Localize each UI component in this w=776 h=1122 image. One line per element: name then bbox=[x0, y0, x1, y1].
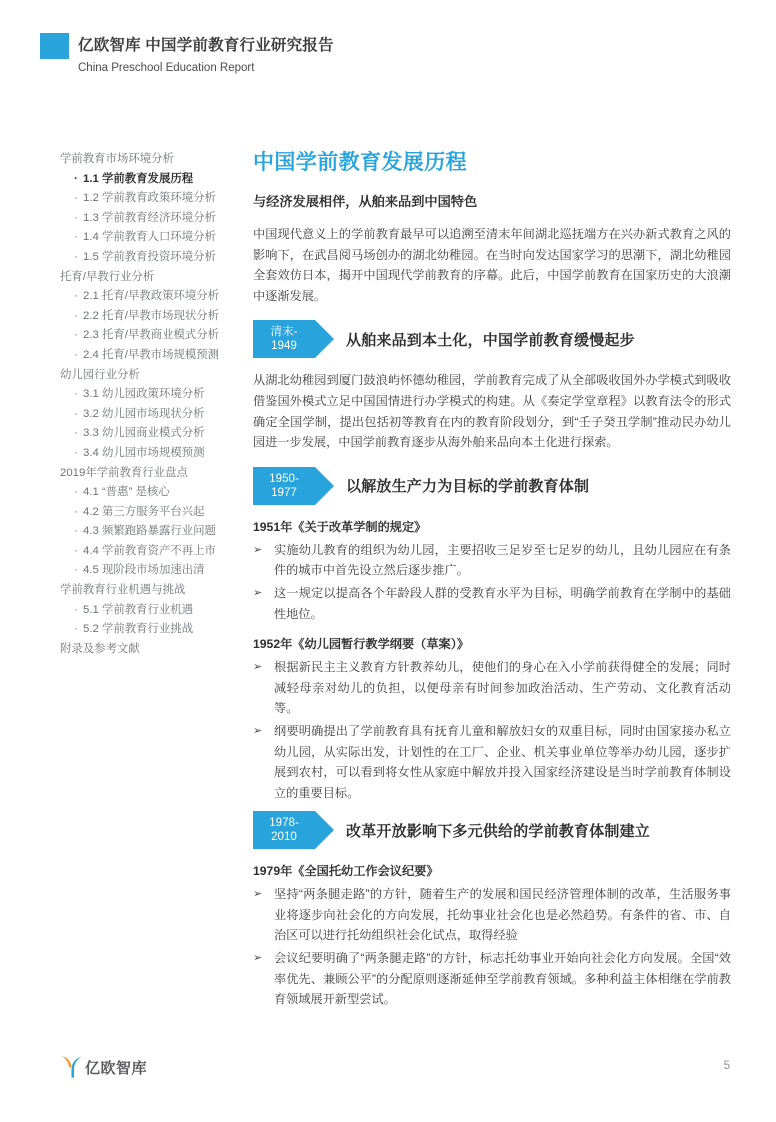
toc-group-title[interactable]: 附录及参考文献 bbox=[60, 642, 140, 655]
page-number: 5 bbox=[723, 1060, 730, 1072]
toc-item[interactable] bbox=[60, 228, 242, 248]
toc-item-label: 1.1 学前教育发展历程 bbox=[83, 172, 194, 185]
toc-item-label: 3.3 幼儿园商业模式分析 bbox=[83, 427, 205, 440]
timeline-period-line1: 1978- bbox=[269, 816, 299, 830]
toc-bullet-icon: · bbox=[74, 192, 78, 205]
toc-item-label: 2.2 托育/早教市场现状分析 bbox=[83, 309, 220, 322]
toc-bullet-icon: · bbox=[74, 623, 78, 636]
bullet-text: 这一规定以提高各个年龄段人群的受教育水平为目标，明确学前教育在学制中的基础性地位。 bbox=[274, 585, 731, 621]
toc-bullet-icon: · bbox=[74, 603, 78, 616]
bullet-text: 会议纪要明确了“两条腿走路”的方针，标志托幼事业开始向社会化方向发展。全国“效率优先、兼顾公平”的分配原则逐渐延伸至学前教育领域。多种利益主体相继在学前教育领域展开新型尝试。 bbox=[274, 951, 731, 1007]
toc-item-label: 4.2 第三方服务平台兴起 bbox=[83, 505, 205, 518]
subsection-heading: 1979年《全国托幼工作会议纪要》 bbox=[253, 864, 439, 879]
toc-item-label: 1.4 学前教育人口环境分析 bbox=[83, 231, 216, 244]
toc-bullet-icon: · bbox=[74, 172, 78, 185]
toc-item[interactable] bbox=[60, 385, 242, 405]
bullet-list bbox=[253, 657, 731, 803]
toc-item[interactable] bbox=[60, 522, 242, 542]
toc-item-label: 1.2 学前教育政策环境分析 bbox=[83, 192, 216, 205]
toc-bullet-icon: · bbox=[74, 505, 78, 518]
bullet-item bbox=[253, 583, 731, 624]
toc-bullet-icon: · bbox=[74, 544, 78, 557]
timeline-banner bbox=[253, 320, 731, 358]
header-title-cn: 亿欧智库 中国学前教育行业研究报告 bbox=[78, 37, 334, 54]
bullet-item bbox=[253, 540, 731, 581]
toc-item-label: 4.1 “普惠” 是核心 bbox=[83, 486, 170, 499]
timeline-period-chip bbox=[253, 467, 315, 505]
toc-item[interactable] bbox=[60, 346, 242, 366]
bullet-text: 根据新民主主义教育方针教养幼儿，使他们的身心在入小学前获得健全的发展；同时减轻母亲对幼儿的负担，以便母亲有时间参加政治活动、生产劳动、文化教育活动等。 bbox=[274, 660, 731, 716]
toc-item-label: 2.1 托育/早教政策环境分析 bbox=[83, 290, 220, 303]
page-footer bbox=[0, 1042, 776, 1122]
subsection-heading: 1952年《幼儿园暂行教学纲要（草案）》 bbox=[253, 637, 470, 652]
toc-item[interactable] bbox=[60, 248, 242, 268]
toc-item-active[interactable] bbox=[60, 170, 242, 190]
toc-item-label: 3.4 幼儿园市场规模预测 bbox=[83, 446, 205, 459]
timeline-arrow-icon bbox=[315, 467, 334, 505]
toc-bullet-icon: · bbox=[74, 348, 78, 361]
toc-bullet-icon: · bbox=[74, 329, 78, 342]
toc-item-label: 1.3 学前教育经济环境分析 bbox=[83, 211, 216, 224]
toc-item-label: 2.4 托育/早教市场规模预测 bbox=[83, 348, 220, 361]
toc-item-label: 3.1 幼儿园政策环境分析 bbox=[83, 388, 205, 401]
toc-item-label: 2.3 托育/早教商业模式分析 bbox=[83, 329, 220, 342]
toc-group-title[interactable]: 2019年学前教育行业盘点 bbox=[60, 466, 188, 479]
toc-bullet-icon: · bbox=[74, 525, 78, 538]
yiou-logo-icon bbox=[60, 1054, 84, 1080]
toc-item[interactable] bbox=[60, 326, 242, 346]
toc-item-label: 5.1 学前教育行业机遇 bbox=[83, 603, 194, 616]
timeline-period-chip bbox=[253, 320, 315, 358]
toc-item[interactable] bbox=[60, 483, 242, 503]
toc-item[interactable] bbox=[60, 209, 242, 229]
toc-bullet-icon: · bbox=[74, 486, 78, 499]
page-title: 中国学前教育发展历程 bbox=[253, 151, 467, 174]
timeline-arrow-icon bbox=[315, 320, 334, 358]
toc-item-label: 3.2 幼儿园市场现状分析 bbox=[83, 407, 205, 420]
toc-item[interactable] bbox=[60, 405, 242, 425]
bullet-item bbox=[253, 948, 731, 1010]
bullet-item bbox=[253, 884, 731, 946]
toc-group-title[interactable]: 学前教育行业机遇与挑战 bbox=[60, 584, 186, 597]
toc-item[interactable] bbox=[60, 620, 242, 640]
toc-item-label: 4.4 学前教育资产不再上市 bbox=[83, 544, 216, 557]
timeline-period-line1: 清末- bbox=[270, 325, 298, 339]
timeline-banner-label: 改革开放影响下多元供给的学前教育体制建立 bbox=[346, 822, 651, 840]
toc-item[interactable] bbox=[60, 424, 242, 444]
toc-bullet-icon: · bbox=[74, 290, 78, 303]
bullet-item bbox=[253, 721, 731, 803]
bullet-list bbox=[253, 884, 731, 1010]
main-content bbox=[253, 150, 731, 1012]
page-subtitle: 与经济发展相伴，从舶来品到中国特色 bbox=[253, 194, 478, 209]
bullet-arrow-icon: ➢ bbox=[253, 724, 263, 737]
toc-bullet-icon: · bbox=[74, 446, 78, 459]
section-paragraph: 从湖北幼稚园到厦门鼓浪屿怀德幼稚园，学前教育完成了从全部吸收国外办学模式到吸收借鉴国外模式立足中国国情进行办学模式的构建。从《奏定学堂章程》以教育法令的形式确定全国学制，提出包括初等教育在内的教育阶段划分，到“壬子癸丑学制”推动民办幼儿园进一步发展，中国学前教育逐步从海外舶来品向本土化进行探索。 bbox=[253, 373, 731, 450]
toc-item[interactable] bbox=[60, 444, 242, 464]
bullet-arrow-icon: ➢ bbox=[253, 952, 263, 965]
toc-bullet-icon: · bbox=[74, 231, 78, 244]
header-title-en: China Preschool Education Report bbox=[78, 62, 255, 74]
toc-item[interactable] bbox=[60, 503, 242, 523]
timeline-banner bbox=[253, 811, 731, 849]
timeline-arrow-icon bbox=[315, 811, 334, 849]
timeline-period-line2: 2010 bbox=[271, 830, 297, 844]
toc-item-label: 1.5 学前教育投资环境分析 bbox=[83, 250, 216, 263]
timeline-period-chip bbox=[253, 811, 315, 849]
toc-bullet-icon: · bbox=[74, 388, 78, 401]
toc-item[interactable] bbox=[60, 601, 242, 621]
timeline-banner-label: 以解放生产力为目标的学前教育体制 bbox=[346, 478, 590, 496]
brand-logo bbox=[60, 1054, 147, 1080]
timeline-sections bbox=[253, 320, 731, 1009]
toc-group-title[interactable]: 托育/早教行业分析 bbox=[60, 270, 155, 283]
timeline-banner-label: 从舶来品到本土化，中国学前教育缓慢起步 bbox=[346, 331, 635, 349]
toc-group-title[interactable]: 幼儿园行业分析 bbox=[60, 368, 140, 381]
toc-item[interactable] bbox=[60, 307, 242, 327]
timeline-period-line2: 1977 bbox=[271, 485, 297, 499]
toc-bullet-icon: · bbox=[74, 407, 78, 420]
toc-item-label: 4.5 现阶段市场加速出清 bbox=[83, 564, 205, 577]
bullet-arrow-icon: ➢ bbox=[253, 586, 263, 599]
toc-bullet-icon: · bbox=[74, 309, 78, 322]
toc-item[interactable] bbox=[60, 561, 242, 581]
timeline-period-line1: 1950- bbox=[269, 471, 299, 485]
toc-item[interactable] bbox=[60, 542, 242, 562]
toc-bullet-icon: · bbox=[74, 427, 78, 440]
bullet-text: 坚持“两条腿走路”的方针，随着生产的发展和国民经济管理体制的改革，生活服务事业将逐步向社会化的方向发展，托幼事业社会化也是必然趋势。有条件的省、市、自治区可以进行托幼组织社会化试点，取得经验 bbox=[274, 887, 731, 943]
bullet-list bbox=[253, 540, 731, 624]
timeline-banner bbox=[253, 467, 731, 505]
bullet-item bbox=[253, 657, 731, 719]
toc-item-label: 4.3 频繁跑路暴露行业问题 bbox=[83, 525, 216, 538]
bullet-arrow-icon: ➢ bbox=[253, 543, 263, 556]
toc-bullet-icon: · bbox=[74, 211, 78, 224]
toc-item[interactable] bbox=[60, 287, 242, 307]
toc-bullet-icon: · bbox=[74, 250, 78, 263]
subsection-heading: 1951年《关于改革学制的规定》 bbox=[253, 519, 427, 534]
toc-bullet-icon: · bbox=[74, 564, 78, 577]
bullet-text: 实施幼儿教育的组织为幼儿园，主要招收三足岁至七足岁的幼儿，且幼儿园应在有条件的城市中首先设立然后逐步推广。 bbox=[274, 542, 731, 578]
table-of-contents-sidebar bbox=[60, 150, 242, 659]
toc-item[interactable] bbox=[60, 189, 242, 209]
page-header bbox=[0, 0, 776, 96]
intro-paragraph: 中国现代意义上的学前教育最早可以追溯至清末年间湖北巡抚端方在兴办新式教育之风的影响下，在武昌阅马场创办的湖北幼稚园。在当时向发达国家学习的思潮下，湖北幼稚园全套效仿日本，揭开中国现代学前教育的序幕。此后，中国学前教育在国家历史的大浪潮中逐渐发展。 bbox=[253, 227, 731, 303]
bullet-text: 纲要明确提出了学前教育具有抚育儿童和解放妇女的双重目标，同时由国家接办私立幼儿园，从实际出发，计划性的在工厂、企业、机关事业单位等举办幼儿园，逐步扩展到农村，可以看到将女性从家庭中解放并投入国家经济建设是当时学前教育体制设立的重要目标。 bbox=[274, 723, 731, 800]
toc-group-title[interactable]: 学前教育市场环境分析 bbox=[60, 153, 174, 165]
toc-item-label: 5.2 学前教育行业挑战 bbox=[83, 623, 194, 636]
timeline-period-line2: 1949 bbox=[271, 339, 297, 353]
bullet-arrow-icon: ➢ bbox=[253, 661, 263, 674]
bullet-arrow-icon: ➢ bbox=[253, 888, 263, 901]
header-accent-square bbox=[40, 33, 69, 59]
brand-logo-text: 亿欧智库 bbox=[85, 1059, 148, 1077]
